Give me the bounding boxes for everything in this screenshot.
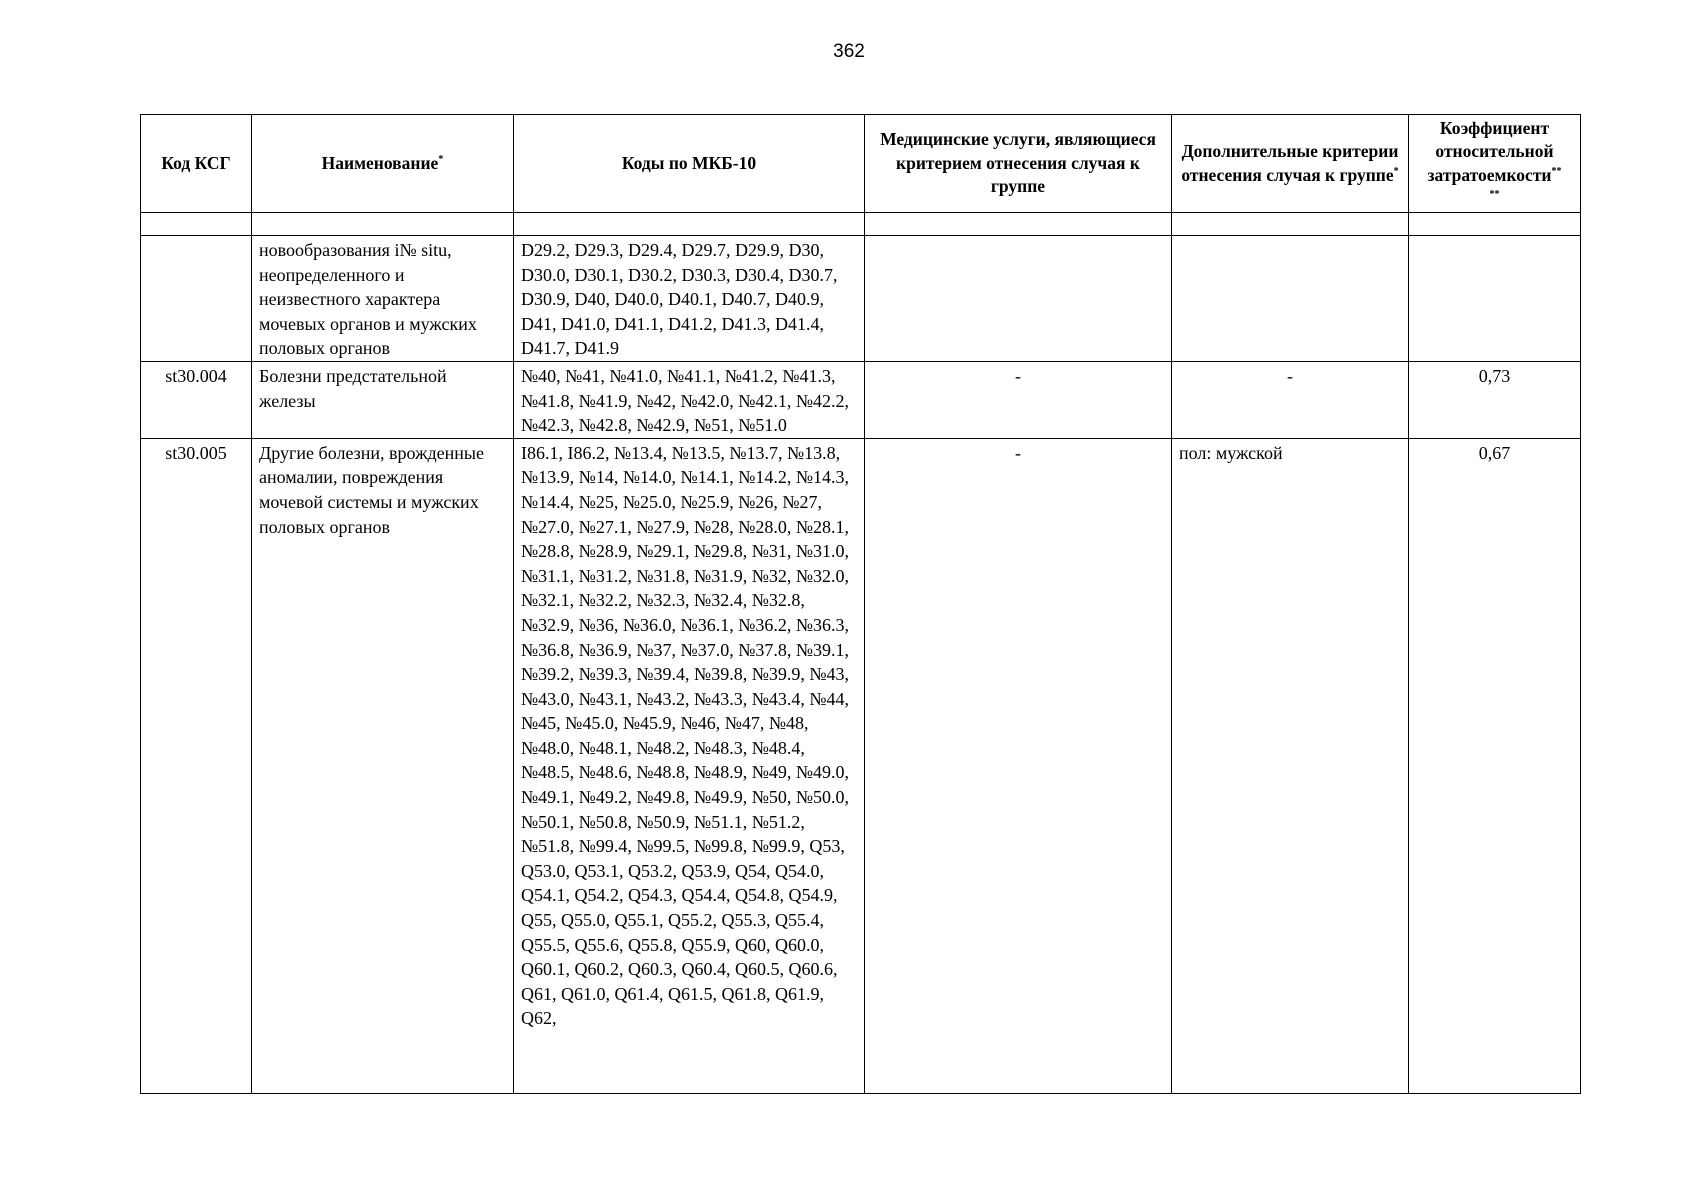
header-coefficient: Коэффициент относительной затратоемкости** ** [1409,115,1581,213]
cell-code [141,236,252,362]
header-services: Медицинские услуги, являющиеся критерием отнесения случая к группе [865,115,1172,213]
cell-icd: I86.1, I86.2, №13.4, №13.5, №13.7, №13.8, №13.9, №14, №14.0, №14.1, №14.2, №14.3, №14.4, №25, №25.0, №25.9, №26, №27, №27.0, №27.1, №27.9, №28, №28.0, №28.1, №28.8, №28.9, №29.1, №29.8, №31, №31.0, №31.1, №31.2, №31.8, №31.9, №32, №32.0, №32.1, №32.2, №32.3, №32.4, №32.8, №32.9, №36, №36.0, №36.1, №36.2, №36.3, №36.8, №36.9, №37, №37.0, №37.8, №39.1, №39.2, №39.3, №39.4, №39.8, №39.9, №43, №43.0, №43.1, №43.2, №43.3, №43.4, №44, №45, №45.0, №45.9, №46, №47, №48, №48.0, №48.1, №48.2, №48.3, №48.4, №48.5, №48.6, №48.8, №48.9, №49, №49.0, №49.1, №49.2, №49.8, №49.9, №50, №50.0, №50.1, №50.8, №50.9, №51.1, №51.2, №51.8, №99.4, №99.5, №99.8, №99.9, Q53, Q53.0, Q53.1, Q53.2, Q53.9, Q54, Q54.0, Q54.1, Q54.2, Q54.3, Q54.4, Q54.8, Q54.9, Q55, Q55.0, Q55.1, Q55.2, Q55.3, Q55.4, Q55.5, Q55.6, Q55.8, Q55.9, Q60, Q60.0, Q60.1, Q60.2, Q60.3, Q60.4, Q60.5, Q60.6, Q61, Q61.0, Q61.4, Q61.5, Q61.8, Q61.9, Q62, [514,438,865,1093]
table-row [141,236,1581,362]
cell-name: Другие болезни, врожденные аномалии, повреждения мочевой системы и мужских половых органов [252,438,514,1093]
cell-services: - [865,361,1172,438]
cell-services [865,236,1172,362]
header-extra-footnote-mark: * [1393,165,1399,177]
cell-icd: №40, №41, №41.0, №41.1, №41.2, №41.3, №41.8, №41.9, №42, №42.0, №42.1, №42.2, №42.3, №42.8, №42.9, №51, №51.0 [514,361,865,438]
header-icd: Коды по МКБ-10 [514,115,865,213]
cell-icd: D29.2, D29.3, D29.4, D29.7, D29.9, D30, D30.0, D30.1, D30.2, D30.3, D30.4, D30.7, D30.9, D40, D40.0, D40.1, D40.7, D40.9, D41, D41.0, D41.1, D41.2, D41.3, D41.4, D41.7, D41.9 [514,236,865,362]
header-extra-criteria: Дополнительные критерии отнесения случая к группе* [1172,115,1409,213]
header-name: Наименование* [252,115,514,213]
header-name-footnote-mark: * [438,153,444,165]
cell-name: Болезни предстательной железы [252,361,514,438]
cell-coef: 0,73 [1409,361,1581,438]
cell-name: новообразования i№ situ, неопределенного и неизвестного характера мочевых органов и мужских половых органов [252,236,514,362]
header-code: Код КСГ [141,115,252,213]
table-row [141,361,1581,438]
table-row [141,438,1581,1093]
cell-coef: 0,67 [1409,438,1581,1093]
cell-coef [1409,236,1581,362]
ksg-table [140,114,1581,1094]
spacer-row [141,213,1581,236]
cell-code: st30.004 [141,361,252,438]
header-row [141,115,1581,213]
cell-code: st30.005 [141,438,252,1093]
header-coef-footnote-mark: ** [1551,165,1562,177]
page-number: 362 [833,41,865,62]
cell-extra: пол: мужской [1172,438,1409,1093]
header-coef-footnote-mark-2: ** [1489,189,1500,201]
cell-extra: - [1172,361,1409,438]
cell-extra [1172,236,1409,362]
cell-services: - [865,438,1172,1093]
